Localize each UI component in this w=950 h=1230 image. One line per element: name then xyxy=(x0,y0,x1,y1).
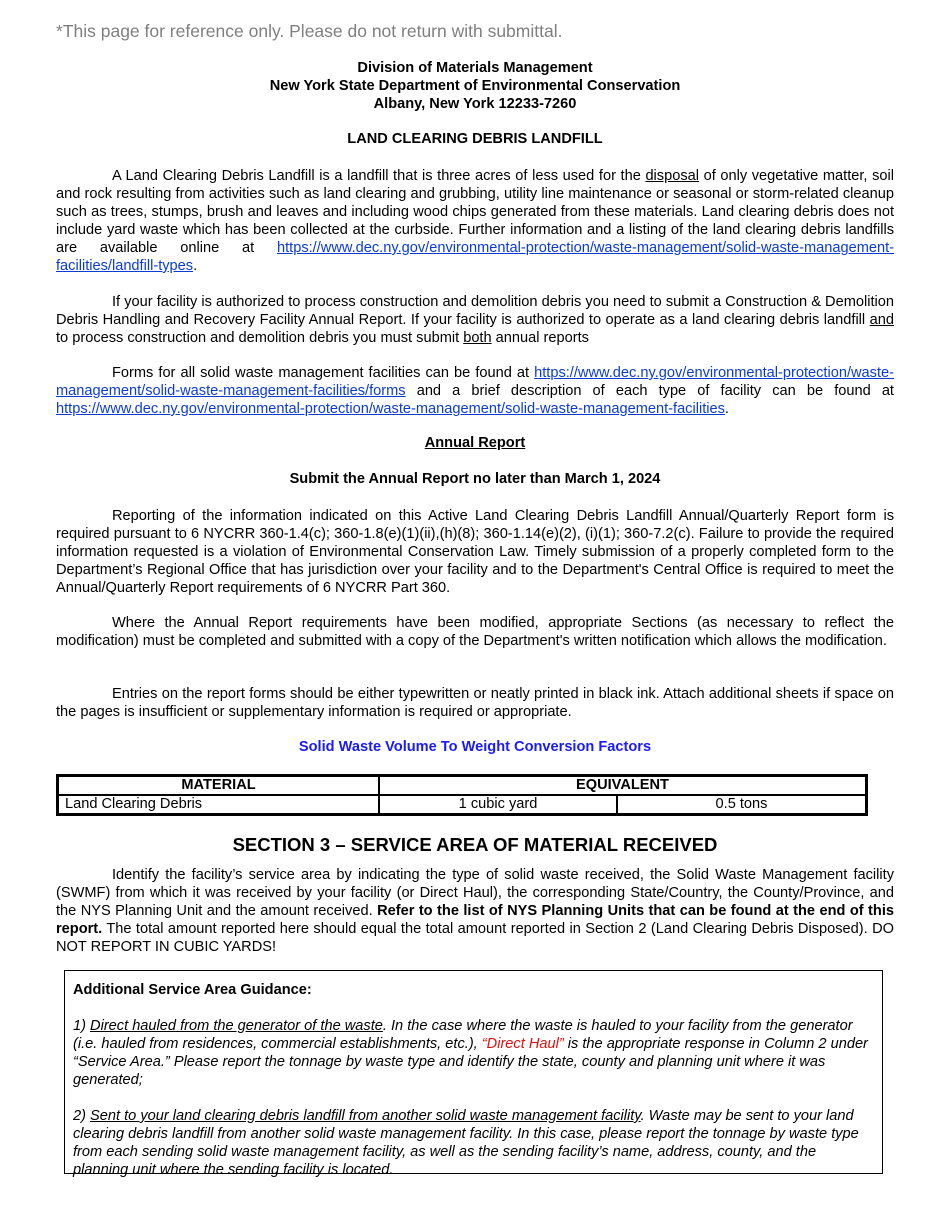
guidance-title: Additional Service Area Guidance: xyxy=(73,982,312,998)
section-3-paragraph: Identify the facility’s service area by indicating the type of solid waste received, the Solid Waste Management facility (SWMF) from which it was received by your facility (or Direct Haul), the corresponding State/Country, the County/Province, and the NYS Planning Unit and the amount received. Refer to the list of NYS Planning Units that can be found at the end of this report. The total amount reported here should equal the total amount reported in Section 2 (Land Clearing Debris Disposed). DO NOT REPORT IN CUBIC YARDS! xyxy=(56,867,894,955)
reference-note: *This page for reference only. Please do not return with submittal. xyxy=(56,21,563,41)
guidance-box xyxy=(64,970,883,1178)
conversion-table xyxy=(56,774,868,816)
annual-report-heading: Annual Report xyxy=(424,435,526,451)
header-division: Division of Materials Management xyxy=(357,60,593,76)
equivalent-header: EQUIVALENT xyxy=(379,776,866,795)
agency-header xyxy=(0,59,950,113)
annual-report-paragraph-2: Where the Annual Report requirements have been modified, appropriate Sections (as necessary to reflect the modification) must be completed and submitted with a copy of the Department's written notification which allows the modification. xyxy=(56,615,894,649)
table-row xyxy=(58,795,866,814)
volume-cell: 1 cubic yard xyxy=(379,795,617,814)
header-address: Albany, New York 12233-7260 xyxy=(373,96,577,112)
intro-paragraph-1: A Land Clearing Debris Landfill is a landfill that is three acres of less used for the disposal of only vegetative matter, soil and rock resulting from activities such as land clearing and grubbing, utility line maintenance or seasonal or storm-related cleanup such as trees, stumps, brush and leaves and including wood chips generated from these materials. Land clearing debris does not include yard waste which has been collected at the curbside. Further information and a listing of the land clearing debris landfills are available online at https://www.dec.ny.gov/environmental-protection/waste-management/solid-waste-management-facilities/landfill-types. xyxy=(56,168,894,274)
header-department: New York State Department of Environmental Conservation xyxy=(269,78,681,94)
annual-report-paragraph-1: Reporting of the information indicated on this Active Land Clearing Debris Landfill Annual/Quarterly Report form is required pursuant to 6 NYCRR 360-1.4(c); 360-1.8(e)(1)(ii),(h)(8); 360-1.14(e)(2), (i)(1); 360-7.2(c). Failure to provide the required information requested is a violation of Environmental Conservation Law. Timely submission of a properly completed form to the Department’s Regional Office that has jurisdiction over your facility and to the Department's Central Office is required to meet the Annual/Quarterly Report requirements of 6 NYCRR Part 360. xyxy=(56,508,894,596)
guidance-item-2: 2) Sent to your land clearing debris landfill from another solid waste management facility. Waste may be sent to your land clearing debris landfill from another solid waste management facility. In this case, please report the tonnage by waste type from each sending solid waste management facility, as well as the sending facility’s name, address, county, and the planning unit where the sending facility is located. xyxy=(73,1108,859,1178)
forms-link[interactable]: https://www.dec.ny.gov/environmental-protection/waste-management/solid-waste-management-facilities/forms xyxy=(56,365,894,399)
conversion-factors-title: Solid Waste Volume To Weight Conversion Factors xyxy=(298,739,652,755)
weight-cell: 0.5 tons xyxy=(617,795,866,814)
document-title: LAND CLEARING DEBRIS LANDFILL xyxy=(347,131,603,147)
material-cell: Land Clearing Debris xyxy=(58,795,379,814)
guidance-item-1: 1) Direct hauled from the generator of the waste. In the case where the waste is hauled to your facility from the generator (i.e. hauled from residences, commercial establishments, etc.), “Direct Haul” is the appropriate response in Column 2 under “Service Area.” Please report the tonnage by waste type and identify the state, county and planning unit where it was generated; xyxy=(73,1018,868,1088)
intro-paragraph-2: If your facility is authorized to process construction and demolition debris you need to submit a Construction & Demolition Debris Handling and Recovery Facility Annual Report. If your facility is authorized to operate as a land clearing debris landfill and to process construction and demolition debris you must submit both annual reports xyxy=(56,294,894,346)
facilities-link[interactable]: https://www.dec.ny.gov/environmental-protection/waste-management/solid-waste-management-facilities xyxy=(56,401,725,417)
annual-report-deadline: Submit the Annual Report no later than March 1, 2024 xyxy=(289,471,661,487)
material-header: MATERIAL xyxy=(58,776,379,795)
conversion-table-header-row xyxy=(58,776,866,795)
and-underlined: and xyxy=(869,312,894,328)
disposal-underlined: disposal xyxy=(645,168,699,184)
annual-report-paragraph-3: Entries on the report forms should be either typewritten or neatly printed in black ink. Attach additional sheets if space on the pages is insufficient or supplementary information is required or appropriate. xyxy=(56,686,894,720)
planning-units-note: Refer to the list of NYS Planning Units that can be found at the end of this report. xyxy=(56,903,894,937)
direct-haul-text: “Direct Haul” xyxy=(481,1036,564,1052)
intro-paragraph-3: Forms for all solid waste management facilities can be found at https://www.dec.ny.gov/environmental-protection/waste-management/solid-waste-management-facilities/forms and a brief description of each type of facility can be found at https://www.dec.ny.gov/environmental-protection/waste-management/solid-waste-management-facilities. xyxy=(56,365,894,417)
landfill-types-link[interactable]: https://www.dec.ny.gov/environmental-protection/waste-management/solid-waste-management-facilities/landfill-types xyxy=(56,240,894,274)
both-underlined: both xyxy=(463,330,492,346)
section-3-title: SECTION 3 – SERVICE AREA OF MATERIAL RECEIVED xyxy=(232,834,718,855)
